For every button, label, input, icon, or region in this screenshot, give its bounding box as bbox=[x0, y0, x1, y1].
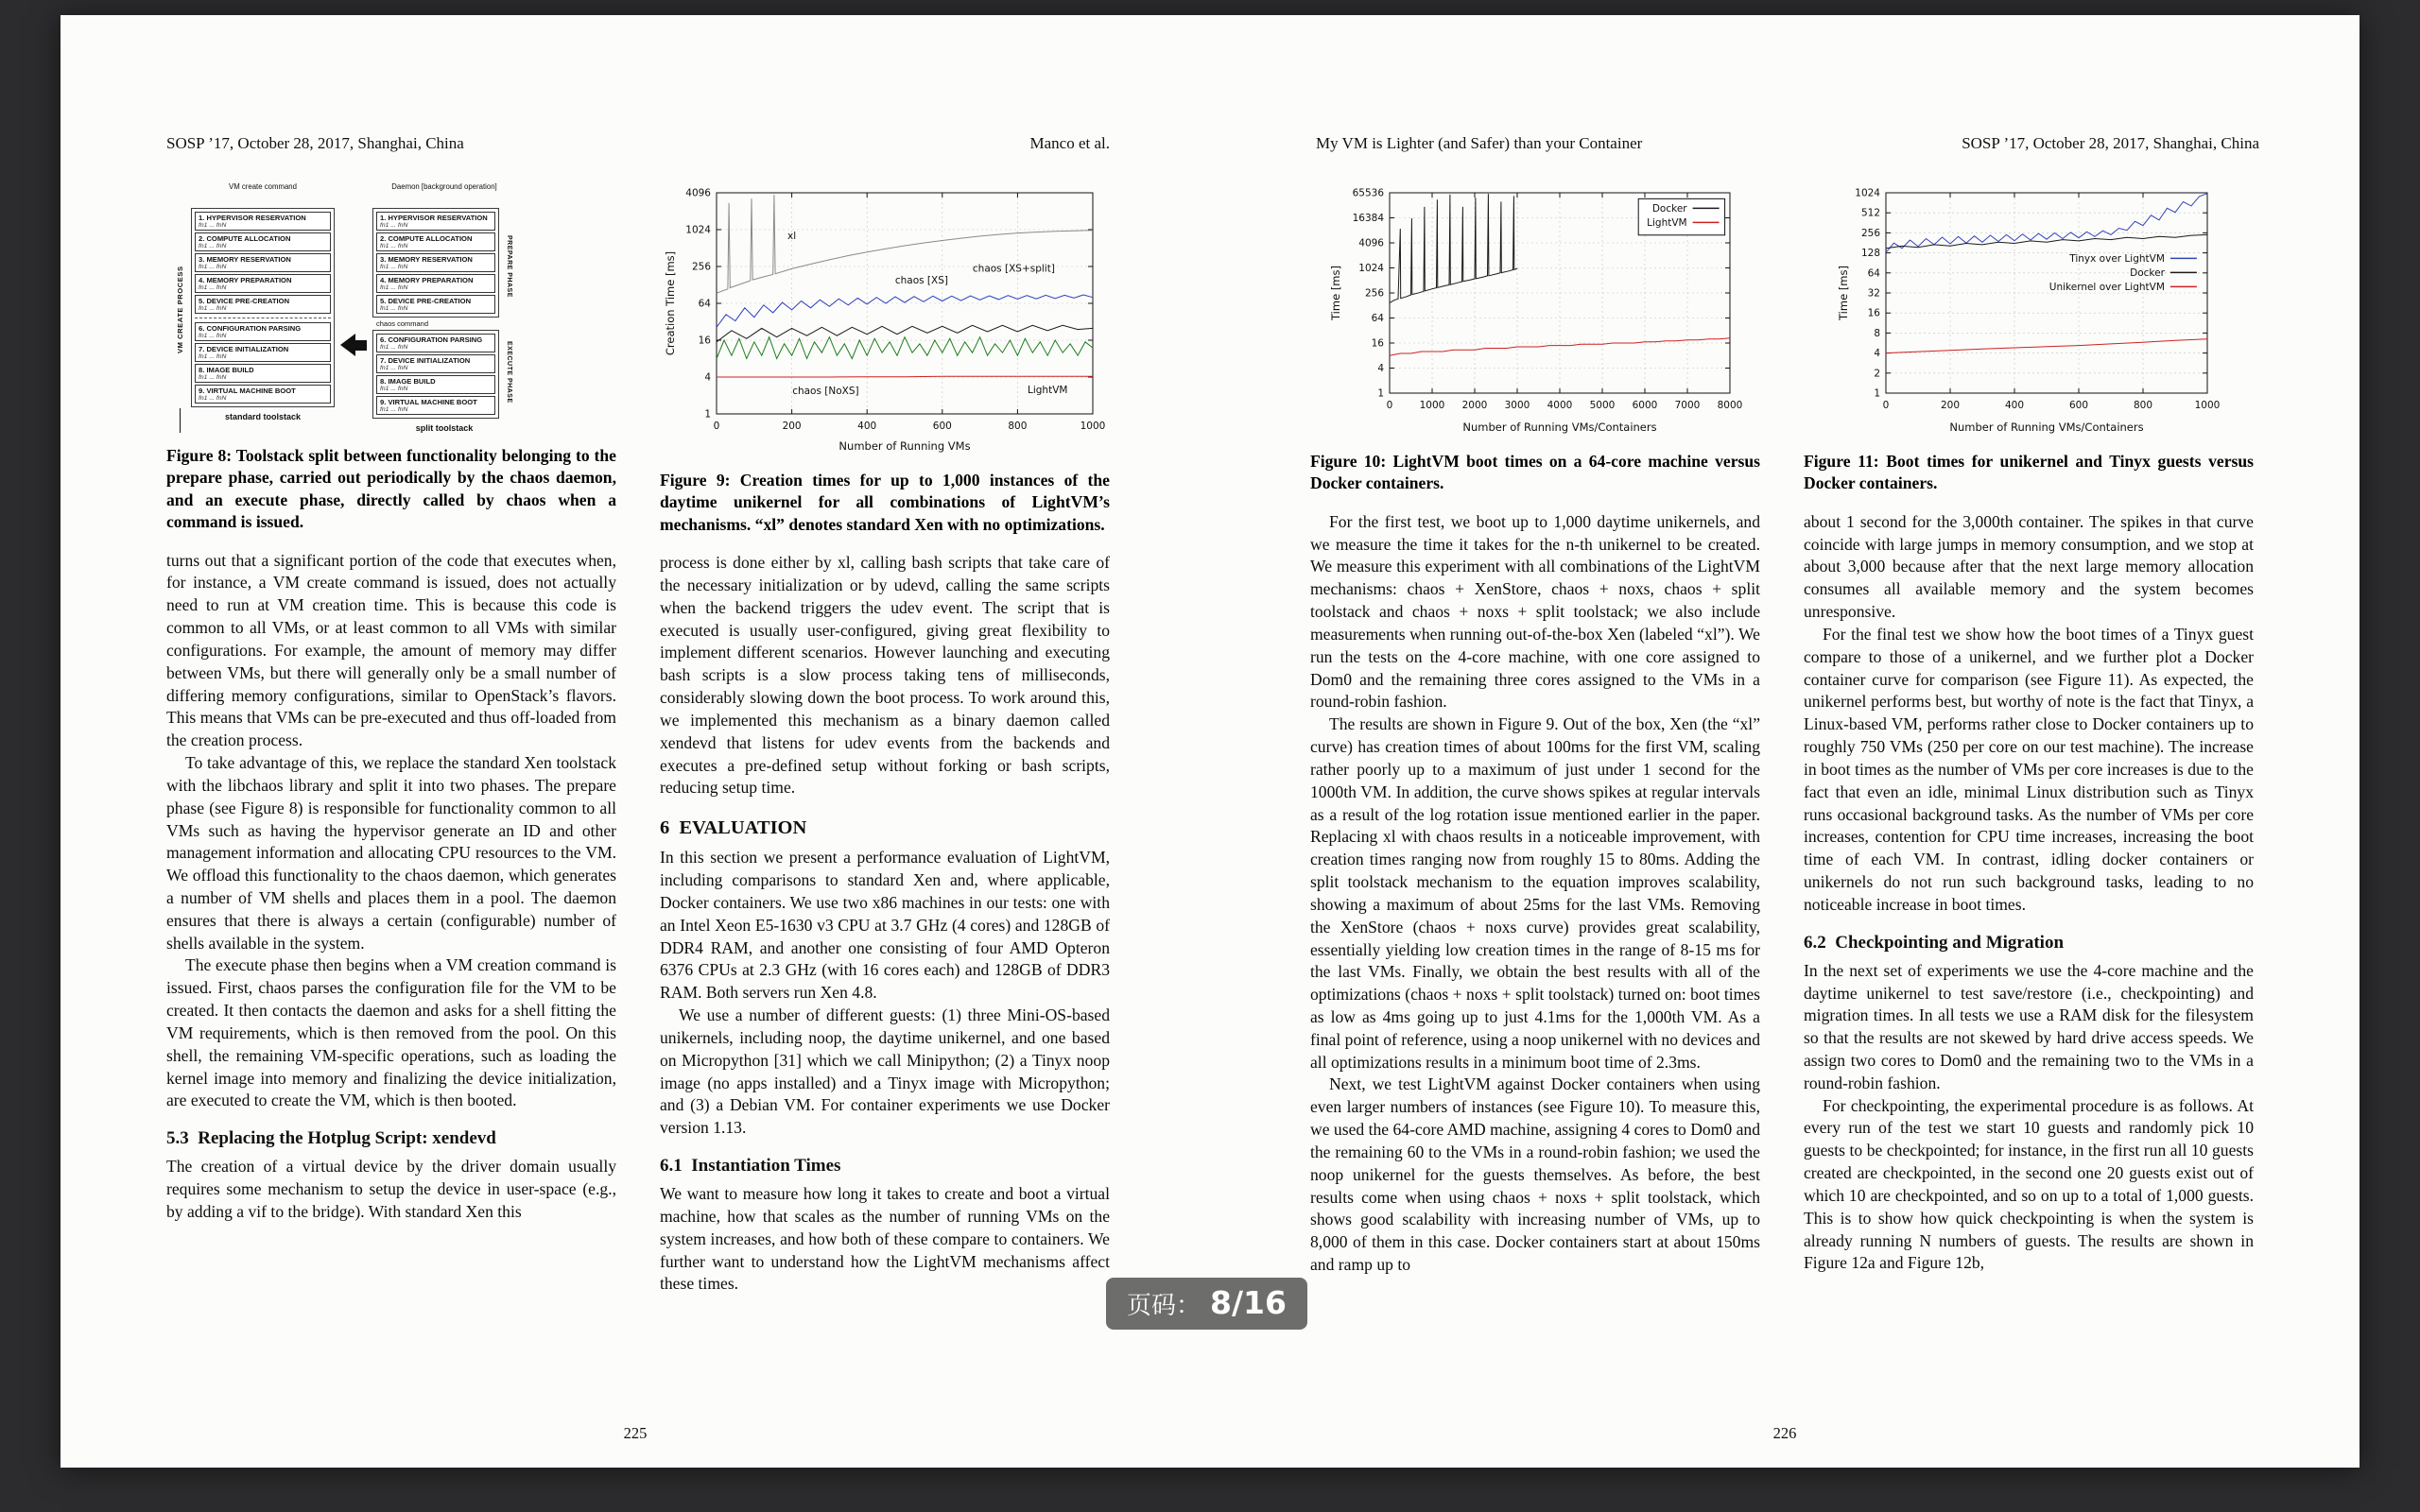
document-spread bbox=[60, 15, 2360, 1468]
execute-phase-group bbox=[372, 330, 499, 419]
svg-text:2000: 2000 bbox=[1461, 400, 1488, 411]
svg-text:2: 2 bbox=[1874, 368, 1880, 380]
svg-text:Unikernel over LightVM: Unikernel over LightVM bbox=[2048, 281, 2165, 293]
svg-text:5000: 5000 bbox=[1589, 400, 1616, 411]
step-title: 4. MEMORY PREPARATION bbox=[199, 276, 292, 284]
svg-text:Number of Running VMs/Containe: Number of Running VMs/Containers bbox=[1949, 421, 2144, 434]
running-head-right-page bbox=[1316, 134, 2259, 153]
step-title: 5. DEVICE PRE-CREATION bbox=[199, 297, 290, 305]
toolstack-step-8 bbox=[376, 375, 495, 394]
standard-toolstack-steps bbox=[191, 208, 335, 407]
series-docker bbox=[1391, 194, 1518, 302]
body-paragraph: The creation of a virtual device by the driver domain usually requires some mechanism to setup the device in user-space (e.g., by adding a vif to the bridge). With standard Xen this bbox=[166, 1157, 616, 1221]
svg-text:Docker: Docker bbox=[2130, 266, 2165, 279]
step-title: 7. DEVICE INITIALIZATION bbox=[380, 356, 471, 365]
svg-text:256: 256 bbox=[1364, 287, 1384, 300]
svg-text:32: 32 bbox=[1867, 287, 1880, 300]
step-functions: fn1 ... fnN bbox=[199, 222, 227, 229]
svg-text:0: 0 bbox=[1386, 400, 1393, 411]
svg-text:3000: 3000 bbox=[1504, 400, 1530, 411]
svg-text:Time [ms]: Time [ms] bbox=[1837, 266, 1850, 320]
svg-text:1000: 1000 bbox=[1419, 400, 1445, 411]
svg-text:512: 512 bbox=[1860, 207, 1880, 219]
svg-text:800: 800 bbox=[2133, 400, 2153, 411]
chaos-command-label: chaos command bbox=[376, 319, 429, 328]
body-paragraph: process is done either by xl, calling bash scripts that take care of the necessary initialization or by udevd, calling the same scripts when the backend triggers the udev event. The script that is executed is usually user-configured, giving great flexibility to implement different scenarios. However launching and executing bash scripts is a slow process taking tens of milliseconds, considerably slowing down the boot process. To work around this, we implemented this mechanism as a binary daemon called xendevd that listens for udev events from the backends and executes a pre-defined setup without forking or bash scripts, reducing setup time. bbox=[660, 553, 1110, 798]
left-page-column-2 bbox=[660, 178, 1110, 1296]
body-paragraph: The results are shown in Figure 9. Out of the box, Xen (the “xl” curve) has creation times of about 100ms for the first VM, scaling rather poorly up to a maximum of just under 1 second for the 1000th VM. In addition, the curve shows spikes at regular intervals as a result of the log rotation issue mentioned earlier in the paper. Replacing xl with chaos results in a noticeable improvement, with creation times ranging now from roughly 15 to 80ms. Adding the split toolstack mechanism to the equation improves scalability, showing a maximum of about 25ms for the last VMs. Removing the XenStore (chaos + noxs curve) provides great scalability, essentially yielding low creation times in the range of 8-15 ms for the last VMs. Finally, we obtain the best results with all of the optimizations (chaos + noxs + split toolstack) turned on: boot times as low as 4ms going up to just 4.1ms for the 1,000th VM. As a final point of reference, using a noop unikernel with no devices and all optimizations results in a minimum boot time of 2.3ms. bbox=[1310, 714, 1760, 1072]
svg-text:0: 0 bbox=[1882, 400, 1890, 411]
toolstack-step-6 bbox=[195, 322, 331, 341]
step-functions: fn1 ... fnN bbox=[380, 222, 408, 229]
standard-toolstack-label: standard toolstack bbox=[224, 412, 302, 421]
step-functions: fn1 ... fnN bbox=[380, 264, 408, 270]
svg-text:1: 1 bbox=[1377, 387, 1384, 400]
toolstack-step-3 bbox=[376, 253, 495, 272]
step-title: 4. MEMORY PREPARATION bbox=[380, 276, 474, 284]
svg-text:0: 0 bbox=[713, 421, 720, 432]
body-paragraph: In the next set of experiments we use the 4-core machine and the daytime unikernel to test save/restore (i.e., checkpointing) and migration times. In all tests we use a RAM disk for the filesystem so that the results are not skewed by hard drive access speeds. We assign two cores to Dom0 and the remaining two to the VMs in a round-robin fashion. bbox=[1804, 960, 2254, 1092]
running-head-authors: Manco et al. bbox=[1029, 134, 1110, 152]
page-number-right: 226 bbox=[1772, 1424, 1797, 1442]
toolstack-step-4 bbox=[376, 274, 495, 293]
body-paragraph: Next, we test LightVM against Docker containers when using even larger numbers of instances (see Figure 10). To measure this, we used the 64-core AMD machine, assigning 4 cores to Dom0 and the remaining 60 to the VMs in a round-robin fashion; we used the noop unikernel for the guests themselves. As before, the best results come when using chaos + noxs + split toolstack, which shows good scalability with increasing number of VMs, up to 8,000 of them in this case. Docker containers start at about 150ms and ramp up to bbox=[1310, 1074, 1760, 1275]
split-toolstack bbox=[372, 183, 516, 433]
step-title: 1. HYPERVISOR RESERVATION bbox=[199, 214, 306, 222]
toolstack-step-3 bbox=[195, 253, 331, 272]
svg-text:200: 200 bbox=[782, 421, 802, 432]
figure10 bbox=[1310, 181, 1760, 438]
series-tinyx-over-lightvm bbox=[1886, 194, 2207, 252]
body-paragraph: We want to measure how long it takes to create and boot a virtual machine, how that scales as the number of running VMs on the system increases, and how both of these compare to containers. We further want to understand how the LightVM mechanisms affect these times. bbox=[660, 1184, 1110, 1294]
svg-text:8: 8 bbox=[1874, 327, 1880, 339]
body-paragraph: To take advantage of this, we replace the standard Xen toolstack with the libchaos library and split it into two phases. The prepare phase (see Figure 8) is responsible for functionality common to all VMs such as having the hypervisor generate an ID and other management information and allocating CPU resources to the VM. We offload this functionality to the chaos daemon, which generates a number of VM shells and places them in a pool. The daemon ensures that there is always a certain (configurable) number of shells available in the system. bbox=[166, 753, 616, 953]
svg-text:200: 200 bbox=[1940, 400, 1961, 411]
split-toolstack-body bbox=[372, 208, 516, 419]
body-paragraph: In this section we present a performance evaluation of LightVM, including comparisons to standard Xen and, where applicable, Docker containers. We use two x86 machines in our tests: one with an Intel Xeon E5-1630 v3 CPU at 3.7 GHz (4 cores) and 128GB of DDR4 RAM, and another one consisting of four AMD Opteron 6376 CPUs at 2.3 GHz (with 16 cores each) and 128GB of DDR3 RAM. Both servers run Xen 4.8. bbox=[660, 848, 1110, 1003]
figure11-caption: Figure 11: Boot times for unikernel and Tinyx guests versus Docker containers. bbox=[1804, 452, 2254, 493]
section-heading: 6.2 Checkpointing and Migration bbox=[1804, 932, 2065, 953]
step-title: 6. CONFIGURATION PARSING bbox=[380, 335, 483, 344]
step-title: 2. COMPUTE ALLOCATION bbox=[380, 234, 473, 243]
figure10-caption: Figure 10: LightVM boot times on a 64-core machine versus Docker containers. bbox=[1310, 452, 1760, 493]
phase-labels bbox=[499, 208, 516, 419]
series-chaos-xs- bbox=[717, 295, 1093, 327]
standard-toolstack bbox=[191, 183, 335, 433]
svg-text:64: 64 bbox=[1371, 313, 1384, 324]
step-title: 8. IMAGE BUILD bbox=[199, 366, 254, 374]
figure11 bbox=[1804, 181, 2254, 438]
figure8-caption: Figure 8: Toolstack split between functionality belonging to the prepare phase, carried out periodically by the chaos daemon, and an execute phase, directly called by chaos when a command is issued. bbox=[166, 446, 616, 532]
svg-text:chaos [XS]: chaos [XS] bbox=[894, 275, 948, 287]
toolstack-step-5 bbox=[376, 295, 495, 314]
step-title: 3. MEMORY RESERVATION bbox=[380, 255, 473, 264]
svg-text:64: 64 bbox=[1867, 267, 1880, 280]
page-indicator-overlay bbox=[1106, 1278, 1307, 1330]
figure9 bbox=[660, 181, 1110, 457]
step-functions: fn1 ... fnN bbox=[380, 406, 408, 413]
toolstack-step-4 bbox=[195, 274, 331, 293]
step-functions: fn1 ... fnN bbox=[380, 365, 408, 371]
step-title: 6. CONFIGURATION PARSING bbox=[199, 324, 302, 333]
step-functions: fn1 ... fnN bbox=[380, 386, 408, 392]
toolstack-step-9 bbox=[195, 385, 331, 404]
step-functions: fn1 ... fnN bbox=[380, 305, 408, 312]
toolstack-step-9 bbox=[376, 396, 495, 415]
svg-text:16: 16 bbox=[698, 335, 711, 347]
page-indicator-label: 页码： bbox=[1127, 1292, 1201, 1320]
split-toolstack-groups bbox=[372, 208, 499, 419]
step-functions: fn1 ... fnN bbox=[380, 243, 408, 249]
vm-create-process-label: VM CREATE PROCESS bbox=[175, 266, 184, 354]
toolstack-step-1 bbox=[376, 212, 495, 231]
body-paragraph: turns out that a significant portion of the code that executes when, for instance, a VM create command is issued, does not actually need to run at VM creation time. This is because this code is common to all VMs, or at least common to all VMs with similar configurations. For example, the amount of memory may differ between VMs, but there will generally only be a small number of differing memory configurations, similar to OpenStack’s flavors. This means that VMs can be pre-executed and thus off-loaded from the creation process. bbox=[166, 550, 616, 750]
svg-text:Tinyx over LightVM: Tinyx over LightVM bbox=[2069, 252, 2165, 265]
step-title: 7. DEVICE INITIALIZATION bbox=[199, 345, 289, 353]
body-paragraph: For checkpointing, the experimental procedure is as follows. At every run of the test we start 10 guests and randomly pick 10 guests to be checkpointed; for instance, in the first run all 10 guests created are checkpointed, in the second one 20 guests exist out of which 10 are checkpointed, and so on up to a total of 1,000 guests. This is to show how quick checkpointing is when the system is already running N numbers of guests. The results are shown in Figure 12a and Figure 12b, bbox=[1804, 1095, 2254, 1273]
page-right bbox=[1210, 15, 2360, 1468]
figure9-chart bbox=[662, 181, 1108, 457]
svg-text:800: 800 bbox=[1008, 421, 1028, 432]
body-paragraph: For the final test we show how the boot times of a Tinyx guest compare to those of a unikernel, and we further plot a Docker container curve for comparison (see Figure 11). As expected, the unikernel performs best, but worthy of note is the fact that Tinyx, a Linux-based VM, performs rather close to Docker containers up to roughly 750 VMs (250 per core on our test machine). The increase in boot times as the number of VMs per core increases is due to the fact that even an idle, minimal Linux distribution such as Tinyx runs occasional background tasks. As the number of VMs per core increases, contention for CPU time increases, increasing the boot time of each VM. In contrast, idling docker containers or unikernels do not run such background tasks, leading to no noticeable increase in boot times. bbox=[1804, 624, 2254, 914]
running-head-venue-right: SOSP ’17, October 28, 2017, Shanghai, China bbox=[1962, 134, 2259, 152]
step-functions: fn1 ... fnN bbox=[199, 243, 227, 249]
step-functions: fn1 ... fnN bbox=[380, 284, 408, 291]
svg-text:Creation Time [ms]: Creation Time [ms] bbox=[664, 250, 677, 356]
series-docker bbox=[1886, 234, 2207, 248]
step-title: 1. HYPERVISOR RESERVATION bbox=[380, 214, 488, 222]
step-title: 5. DEVICE PRE-CREATION bbox=[380, 297, 472, 305]
toolstack-step-7 bbox=[376, 354, 495, 373]
split-toolstack-label: split toolstack bbox=[415, 423, 474, 433]
right-page-column-2 bbox=[1804, 178, 2254, 1277]
running-head-venue: SOSP ’17, October 28, 2017, Shanghai, China bbox=[166, 134, 464, 152]
left-page-columns bbox=[166, 178, 1110, 1296]
svg-text:400: 400 bbox=[857, 421, 877, 432]
step-functions: fn1 ... fnN bbox=[199, 333, 227, 339]
step-title: 9. VIRTUAL MACHINE BOOT bbox=[380, 398, 477, 406]
svg-text:16: 16 bbox=[1867, 307, 1880, 319]
svg-text:1000: 1000 bbox=[2194, 400, 2221, 411]
toolstack-step-7 bbox=[195, 343, 331, 362]
toolstack-step-8 bbox=[195, 364, 331, 383]
page-number-left: 225 bbox=[623, 1424, 648, 1442]
prepare-phase-label: PREPARE PHASE bbox=[506, 235, 513, 298]
step-functions: fn1 ... fnN bbox=[199, 374, 227, 381]
step-title: 3. MEMORY RESERVATION bbox=[199, 255, 291, 264]
svg-text:Docker: Docker bbox=[1651, 202, 1687, 215]
svg-text:16384: 16384 bbox=[1352, 213, 1384, 224]
figure9-caption: Figure 9: Creation times for up to 1,000 instances of the daytime unikernel for all combinations of LightVM’s mechanisms. “xl” denotes standard Xen with no optimizations. bbox=[660, 471, 1110, 534]
svg-text:LightVM: LightVM bbox=[1647, 216, 1687, 229]
body-paragraph: We use a number of different guests: (1) three Mini-OS-based unikernels, including noop, the daytime unikernel, and one based on Micropython [31] which we call Minipython; (2) a Tinyx noop image (no apps installed) and a Tinyx image with Micropython; and (3) a Debian VM. For container experiments we use Docker version 1.13. bbox=[660, 1005, 1110, 1138]
vm-create-process-rail bbox=[168, 183, 191, 433]
svg-text:4: 4 bbox=[1874, 348, 1880, 360]
svg-text:6000: 6000 bbox=[1632, 400, 1658, 411]
svg-text:4096: 4096 bbox=[1358, 237, 1384, 249]
figure11-chart bbox=[1835, 181, 2222, 438]
svg-text:Time [ms]: Time [ms] bbox=[1329, 266, 1342, 320]
svg-text:7000: 7000 bbox=[1674, 400, 1701, 411]
toolstack-step-2 bbox=[195, 232, 331, 251]
toolstack-step-1 bbox=[195, 212, 331, 231]
body-paragraph: about 1 second for the 3,000th container. The spikes in that curve coincide with large jumps in memory consumption, and we stop at about 3,000 because after that the next large memory allocation consumes all available memory and the system becomes unresponsive. bbox=[1804, 511, 2254, 622]
series-unikernel-over-lightvm bbox=[1886, 339, 2207, 353]
page-left bbox=[60, 15, 1210, 1468]
step-title: 2. COMPUTE ALLOCATION bbox=[199, 234, 291, 243]
running-head-title: My VM is Lighter (and Safer) than your Container bbox=[1316, 134, 1643, 152]
svg-text:256: 256 bbox=[691, 261, 711, 273]
svg-text:LightVM: LightVM bbox=[1028, 384, 1068, 396]
toolstack-step-6 bbox=[376, 334, 495, 352]
svg-text:chaos [XS+split]: chaos [XS+split] bbox=[972, 263, 1055, 275]
svg-text:8000: 8000 bbox=[1717, 400, 1743, 411]
svg-text:600: 600 bbox=[2068, 400, 2089, 411]
svg-text:4096: 4096 bbox=[685, 187, 711, 199]
svg-text:1024: 1024 bbox=[1358, 263, 1384, 274]
svg-text:1000: 1000 bbox=[1080, 421, 1106, 432]
svg-text:chaos [NoXS]: chaos [NoXS] bbox=[792, 386, 859, 398]
svg-text:4: 4 bbox=[704, 371, 711, 384]
step-functions: fn1 ... fnN bbox=[199, 353, 227, 360]
process-down-arrow-icon bbox=[180, 408, 181, 433]
body-paragraph: For the first test, we boot up to 1,000 daytime unikernels, and we measure the time it takes for the n-th unikernel to be created. We measure this experiment with all combinations of the LightVM mechanisms: chaos + XenStore, chaos + noxs, chaos + split toolstack and chaos + noxs + split toolstack; we also include measurements when running out-of-the-box Xen (labeled “xl”). We run the tests on the 4-core machine, with one core assigned to Dom0 and the remaining three cores assigned to the VMs in a round-robin fashion. bbox=[1310, 511, 1760, 712]
svg-text:xl: xl bbox=[787, 230, 797, 242]
svg-text:1: 1 bbox=[704, 408, 711, 421]
svg-text:256: 256 bbox=[1860, 227, 1880, 239]
step-functions: fn1 ... fnN bbox=[199, 395, 227, 402]
section-heading: 5.3 Replacing the Hotplug Script: xendevd bbox=[166, 1128, 496, 1149]
svg-text:64: 64 bbox=[698, 298, 711, 310]
step-functions: fn1 ... fnN bbox=[199, 305, 227, 312]
svg-text:16: 16 bbox=[1371, 337, 1384, 350]
step-title: 8. IMAGE BUILD bbox=[380, 377, 436, 386]
right-page-columns bbox=[1310, 178, 2254, 1277]
svg-text:4: 4 bbox=[1377, 363, 1384, 374]
svg-text:1024: 1024 bbox=[1855, 187, 1880, 199]
svg-text:600: 600 bbox=[932, 421, 952, 432]
section-heading: 6 EVALUATION bbox=[660, 817, 807, 839]
series-chaos-xs-split- bbox=[717, 325, 1093, 342]
figure10-chart bbox=[1327, 181, 1743, 438]
running-head-left-page bbox=[166, 134, 1110, 153]
daemon-background-operation-label: Daemon [background operation] bbox=[391, 182, 497, 191]
figure8-diagram bbox=[168, 183, 616, 433]
step-functions: fn1 ... fnN bbox=[380, 344, 408, 351]
series-lightvm bbox=[717, 376, 1093, 377]
step-title: 9. VIRTUAL MACHINE BOOT bbox=[199, 387, 296, 395]
svg-text:400: 400 bbox=[2004, 400, 2025, 411]
page-indicator-value: 8/16 bbox=[1210, 1284, 1287, 1321]
prepare-phase-group bbox=[372, 208, 499, 318]
left-page-column-1 bbox=[166, 178, 616, 1296]
execute-phase-label: EXECUTE PHASE bbox=[506, 340, 513, 404]
series-chaos-noxs- bbox=[717, 337, 1093, 359]
svg-text:128: 128 bbox=[1860, 248, 1880, 260]
section-heading: 6.1 Instantiation Times bbox=[660, 1156, 841, 1177]
body-paragraph: The execute phase then begins when a VM creation command is issued. First, chaos parses the configuration file for the VM to be created. It then contacts the daemon and asks for a shell fitting the VM requirements, which is then removed from the pool. On this shell, the remaining VM-specific operations, such as loading the kernel image into memory and finalizing the device initialization, are executed to create the VM, which is then booted. bbox=[166, 955, 616, 1110]
step-functions: fn1 ... fnN bbox=[199, 284, 227, 291]
svg-text:1: 1 bbox=[1874, 387, 1880, 400]
toolstack-step-2 bbox=[376, 232, 495, 251]
svg-text:1024: 1024 bbox=[685, 224, 711, 236]
svg-text:Number of Running VMs: Number of Running VMs bbox=[838, 439, 971, 453]
toolstack-step-5 bbox=[195, 295, 331, 314]
svg-text:4000: 4000 bbox=[1547, 400, 1573, 411]
svg-text:Number of Running VMs/Containe: Number of Running VMs/Containers bbox=[1462, 421, 1657, 434]
right-page-column-1 bbox=[1310, 178, 1760, 1277]
svg-text:65536: 65536 bbox=[1352, 187, 1384, 199]
step-functions: fn1 ... fnN bbox=[199, 264, 227, 270]
left-arrow-stem bbox=[355, 340, 367, 351]
merge-arrow bbox=[335, 333, 372, 357]
vm-create-command-label: VM create command bbox=[229, 182, 297, 191]
left-arrow-icon bbox=[340, 334, 355, 356]
